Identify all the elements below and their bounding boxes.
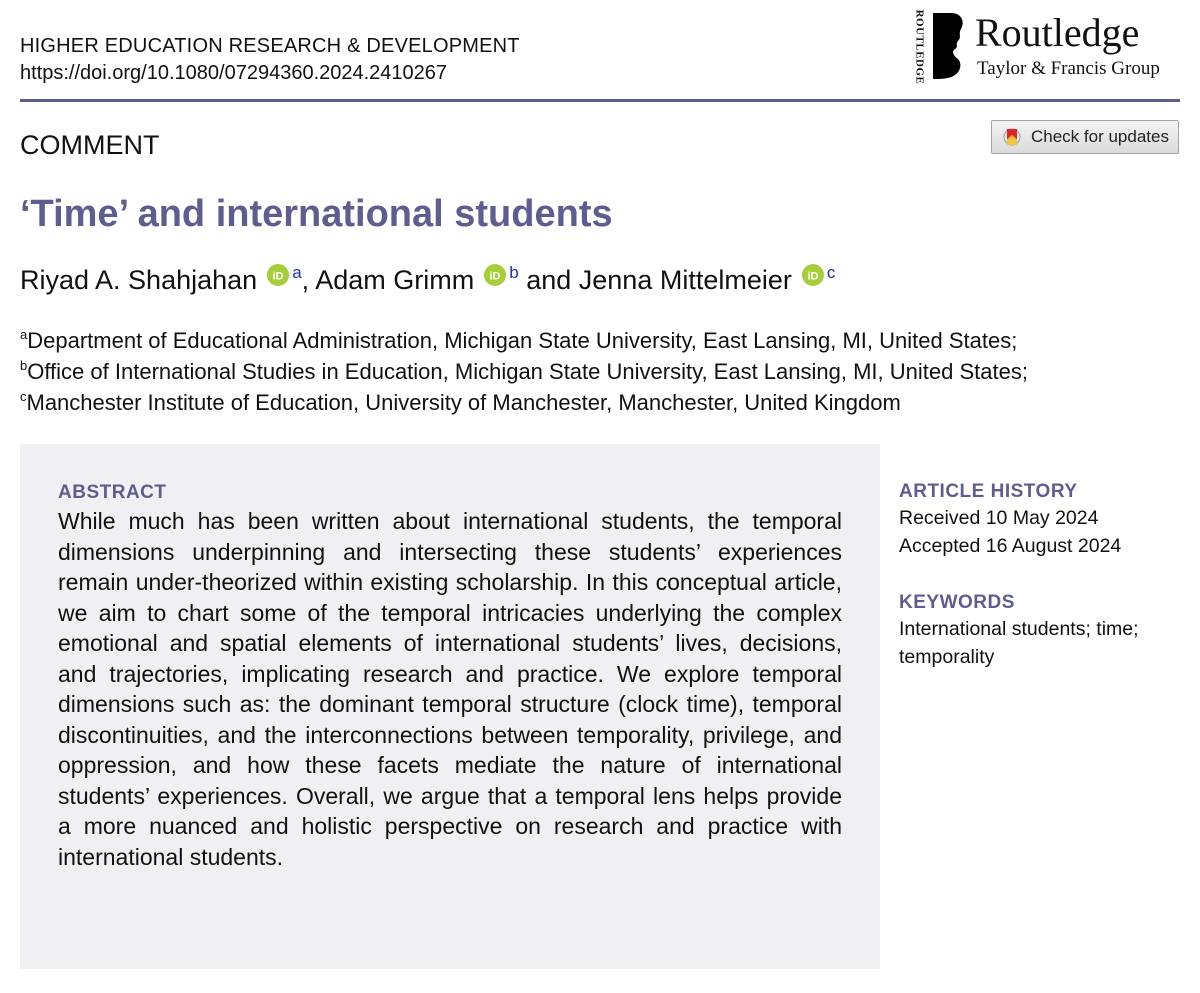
affiliation-text: Office of International Studies in Education, Michigan State University, East Lansing, MI, United States; xyxy=(27,359,1028,384)
check-updates-button[interactable] xyxy=(991,120,1179,154)
header-divider xyxy=(20,99,1180,102)
publisher-group: Taylor & Francis Group xyxy=(977,58,1160,79)
affiliation-text: Manchester Institute of Education, University of Manchester, Manchester, United Kingdom xyxy=(26,390,901,415)
author-name[interactable]: Jenna Mittelmeier xyxy=(578,265,792,295)
orcid-icon[interactable] xyxy=(802,264,824,286)
keywords-line: International students; time; xyxy=(899,618,1139,640)
affiliation xyxy=(20,356,1028,387)
svg-text:iD: iD xyxy=(489,270,501,283)
accepted-date: Accepted 16 August 2024 xyxy=(899,535,1122,557)
logo-vertical-text: ROUTLEDGE xyxy=(913,9,926,85)
affiliation-ref[interactable]: a xyxy=(292,263,302,282)
author-separator: and xyxy=(526,265,572,295)
author-separator: , xyxy=(301,265,310,295)
keywords-line: temporality xyxy=(899,646,995,668)
affiliation-mark: b xyxy=(20,358,28,373)
affiliation xyxy=(20,325,1028,356)
publisher-name: Routledge xyxy=(975,10,1140,55)
affiliation-mark: c xyxy=(20,389,27,404)
abstract-heading: ABSTRACT xyxy=(58,482,167,503)
received-date: Received 10 May 2024 xyxy=(899,507,1099,529)
article-history-heading: ARTICLE HISTORY xyxy=(899,481,1078,502)
logo-vertical-text-wrap xyxy=(907,9,931,85)
article-type: COMMENT xyxy=(20,130,160,160)
affiliation-ref[interactable]: c xyxy=(826,263,836,282)
orcid-icon[interactable] xyxy=(484,264,506,286)
routledge-head-icon xyxy=(931,11,967,81)
doi-link[interactable]: https://doi.org/10.1080/07294360.2024.2410267 xyxy=(20,62,448,84)
affiliation-text: Department of Educational Administration, Michigan State University, East Lansing, MI, United States; xyxy=(27,328,1018,353)
abstract-text: While much has been written about international students, the temporal dimensions underpinning and intersecting these students’ experiences remain under-theorized within existing scholarship. In this conceptual article, we aim to chart some of the temporal intricacies underlying the complex emotional and spatial elements of international students’ lives, decisions, and trajectories, implicating research and practice. We explore temporal dimensions such as: the dominant temporal structure (clock time), temporal discontinuities, and the interconnections between temporality, privilege, and oppression, and how these facets mediate the nature of international students’ experiences. Overall, we argue that a temporal lens helps provide a more nuanced and holistic perspective on research and practice with international students. xyxy=(58,508,842,870)
svg-text:iD: iD xyxy=(272,270,284,283)
affiliation-mark: a xyxy=(20,327,28,342)
journal-name: HIGHER EDUCATION RESEARCH & DEVELOPMENT xyxy=(20,35,520,57)
affiliation-ref[interactable]: b xyxy=(509,263,519,282)
keywords-heading: KEYWORDS xyxy=(899,592,1015,613)
affiliations xyxy=(20,325,1028,418)
article-title: ‘Time’ and international students xyxy=(20,193,613,235)
orcid-icon[interactable] xyxy=(267,264,289,286)
author-name[interactable]: Riyad A. Shahjahan xyxy=(20,265,258,295)
abstract-box xyxy=(20,444,880,969)
author-list xyxy=(20,263,835,296)
affiliation xyxy=(20,387,1028,418)
crossmark-icon xyxy=(1003,126,1021,148)
routledge-logo[interactable] xyxy=(905,5,1185,87)
author-name[interactable]: Adam Grimm xyxy=(315,265,475,295)
svg-text:iD: iD xyxy=(807,270,819,283)
check-updates-label: Check for updates xyxy=(1031,127,1169,146)
